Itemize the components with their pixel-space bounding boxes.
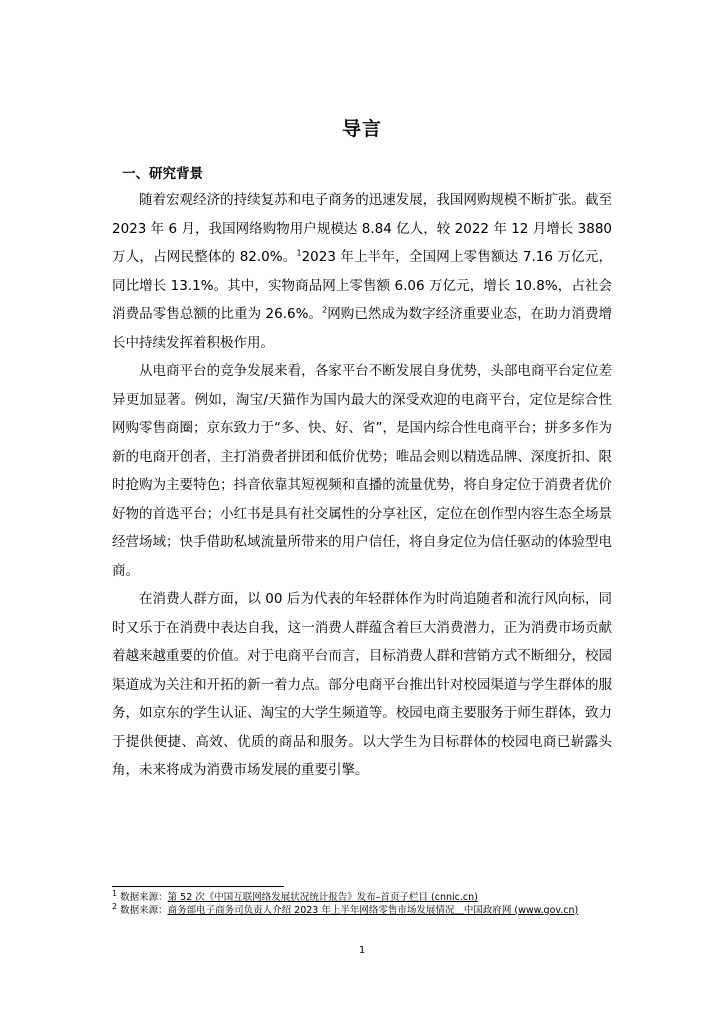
footnote-prefix: 数据来源： <box>120 904 168 916</box>
footnotes <box>112 888 612 917</box>
paragraph-1-part-a: 随着宏观经济的持续复苏和电子商务的迅速发展，我国网购规模不断扩张。截至 2023 年 6 月，我国网络购物用户规模达 8.84 亿人，较 2022 年 12 月增长 3880 万人，占网民整体的 82.0%。 <box>112 192 612 265</box>
footnote-ref-1[interactable]: 1 <box>296 248 302 258</box>
body-text <box>112 186 612 785</box>
footnote-number: 1 <box>112 888 118 898</box>
footnote-2 <box>112 901 612 918</box>
footnote-ref-2[interactable]: 2 <box>322 305 328 315</box>
paragraph-1-part-b: 2023 年上半年，全国网上零售额达 7.16 万亿元，同比增长 13.1%。其中，实物商品网上零售额 6.06 万亿元，增长 10.8%，占社会消费品零售总额的比重为 26.6%。 <box>112 249 612 322</box>
section-heading: 一、研究背景 <box>122 166 203 182</box>
footnote-prefix: 数据来源： <box>120 892 168 903</box>
footnote-link[interactable]: 商务部电子商务司负责人介绍 2023 年上半年网络零售市场发展情况＿中国政府网 (www.gov.cn) <box>167 904 579 916</box>
paragraph-1 <box>112 186 612 357</box>
paragraph-1-part-c: 网购已然成为数字经济重要业态，在助力消费增长中持续发挥着积极作用。 <box>112 306 613 351</box>
footnote-link[interactable]: 第 52 次《中国互联网络发展状况统计报告》发布–首页子栏目 (cnnic.cn) <box>167 892 478 903</box>
footnote-divider <box>112 886 284 887</box>
page-number: 1 <box>358 945 366 956</box>
footnote-number: 2 <box>112 901 118 911</box>
paragraph-3: 在消费人群方面，以 00 后为代表的年轻群体作为时尚追随者和流行风向标，同时又乐于在消费中表达自我，这一消费人群蕴含着巨大消费潜力，正为消费市场贡献着越来越重要的价值。对于电商平台而言，目标消费人群和营销方式不断细分，校园渠道成为关注和开拓的新一着力点。部分电商平台推出针对校园渠道与学生群体的服务，如京东的学生认证、淘宝的大学生频道等。校园电商主要服务于师生群体，致力于提供便捷、高效、优质的商品和服务。以大学生为目标群体的校园电商已崭露头角，未来将成为消费市场发展的重要引擎。 <box>112 591 612 778</box>
paragraph-2: 从电商平台的竞争发展来看，各家平台不断发展自身优势，头部电商平台定位差异更加显著。例如，淘宝/天猫作为国内最大的深受欢迎的电商平台，定位是综合性网购零售商圈；京东致力于“多、快、好、省”，是国内综合性电商平台；拼多多作为新的电商开创者，主打消费者拼团和低价优势；唯品会则以精选品牌、深度折扣、限时抢购为主要特色；抖音依靠其短视频和直播的流量优势，将自身定位于消费者优价好物的首选平台；小红书是具有社交属性的分享社区，定位在创作型内容生态全场景经营场域；快手借助私域流量所带来的用户信任，将自身定位为信任驱动的体验型电商。 <box>112 363 612 579</box>
document-title: 导言 <box>341 118 382 140</box>
footnote-1 <box>112 888 612 905</box>
